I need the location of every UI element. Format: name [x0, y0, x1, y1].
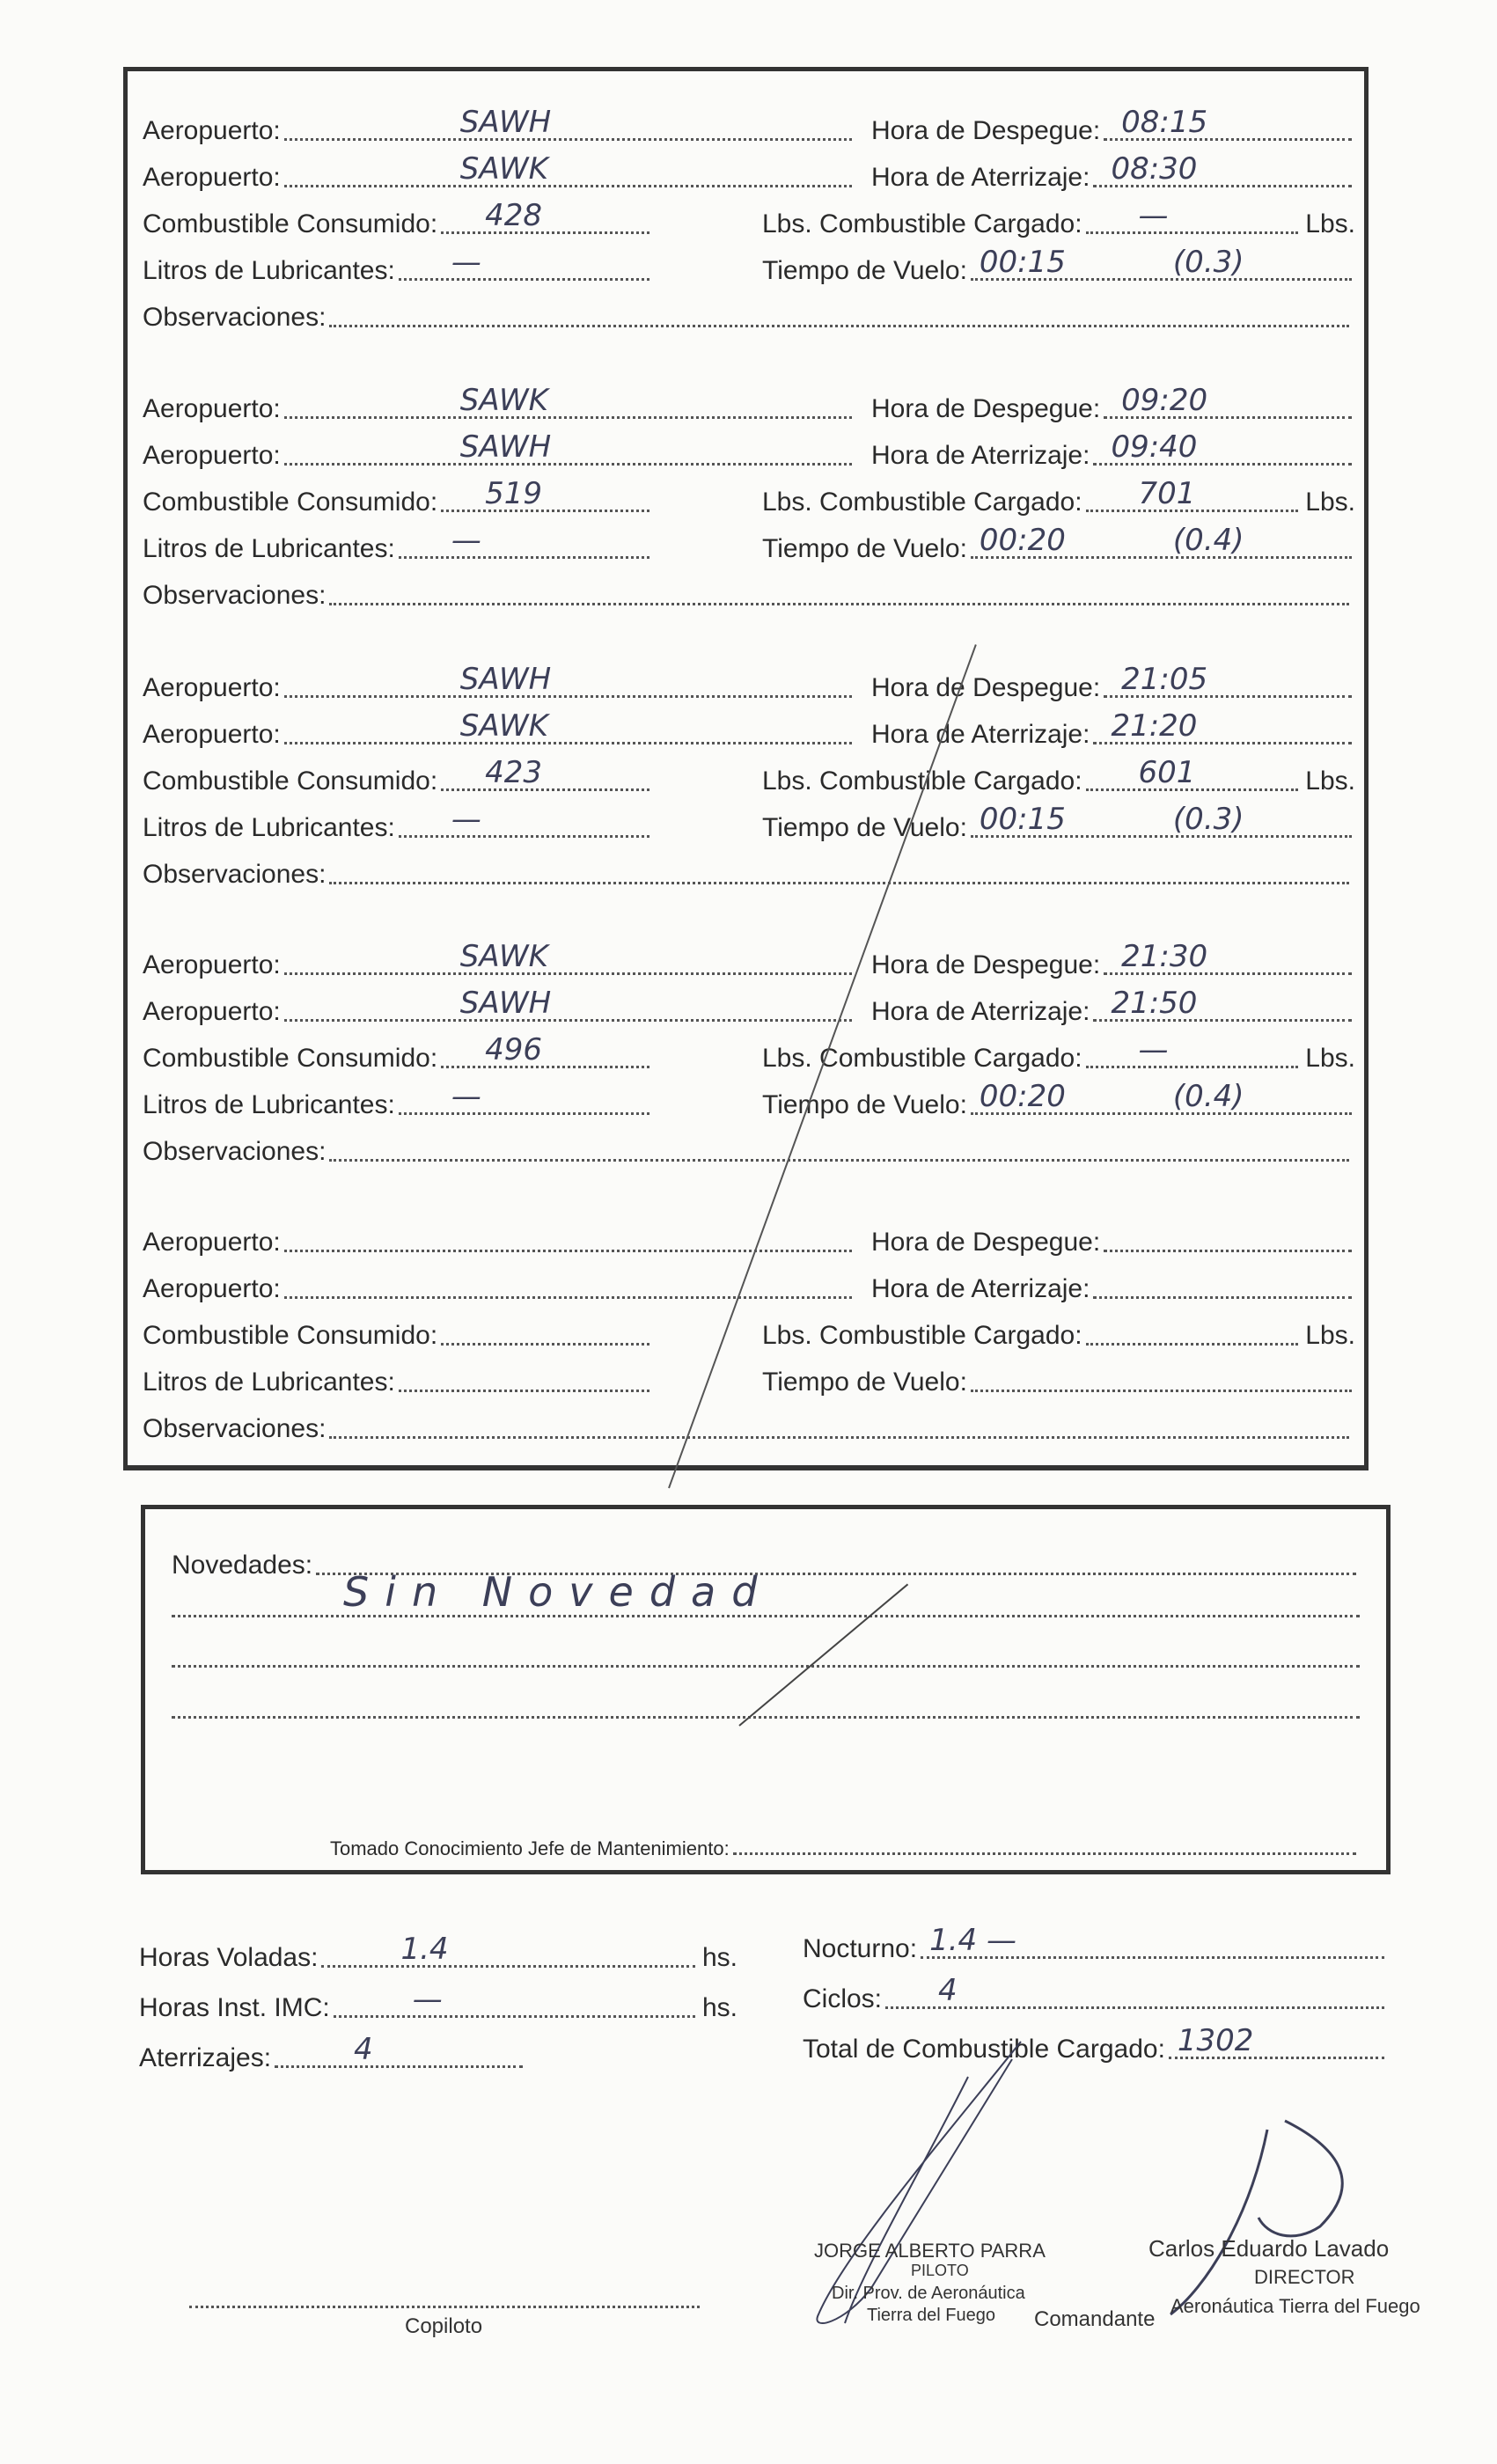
combustible-consumido-label: Combustible Consumido:: [143, 766, 438, 796]
flight-4-tiempo-vuelo-field: [762, 1079, 1355, 1120]
nocturno-value: 1.4 —: [929, 1923, 1016, 1958]
flight-5-lbs-cargado-field: [762, 1321, 1355, 1351]
flight-2-litros-lubricantes-value: —: [451, 523, 481, 558]
flight-2-hora-aterrizaje-value: 09:40: [1111, 429, 1198, 465]
flight-1-lbs-cargado-value: —: [1138, 198, 1169, 233]
tiempo-vuelo-label: Tiempo de Vuelo:: [762, 1368, 967, 1397]
flight-1-combustible-consumido-field: [143, 198, 653, 239]
hora-despegue-label: Hora de Despegue:: [871, 394, 1101, 423]
hs-unit: hs.: [701, 1943, 737, 1972]
tiempo-vuelo-label: Tiempo de Vuelo:: [762, 256, 967, 285]
lbs-unit: Lbs.: [1305, 209, 1355, 238]
flight-5-tiempo-vuelo-field: [762, 1368, 1355, 1397]
aeropuerto-origen-label: Aeropuerto:: [143, 394, 281, 423]
flight-3-combustible-consumido-field: [143, 755, 653, 796]
flight-3-tiempo-decimal-value: (0.3): [1172, 802, 1244, 837]
flight-4-hora-aterrizaje-value: 21:50: [1111, 986, 1198, 1021]
flight-2-observaciones-field: [143, 581, 1353, 611]
flight-3-aeropuerto-origen-value: SAWH: [459, 662, 552, 697]
aeropuerto-origen-label: Aeropuerto:: [143, 1228, 281, 1257]
flight-3-aeropuerto-destino-field: [143, 708, 855, 750]
flight-2-lbs-cargado-value: 701: [1138, 476, 1196, 511]
flight-5-hora-aterrizaje-field: [871, 1274, 1355, 1304]
director-name: Carlos Eduardo Lavado: [1148, 2235, 1390, 2262]
observaciones-label: Observaciones:: [143, 1414, 327, 1443]
flight-1-aeropuerto-destino-field: [143, 151, 855, 193]
lbs-cargado-label: Lbs. Combustible Cargado:: [762, 766, 1082, 796]
combustible-consumido-label: Combustible Consumido:: [143, 209, 438, 238]
novedades-line-4: [172, 1716, 1360, 1719]
lbs-unit: Lbs.: [1305, 488, 1355, 517]
lbs-unit: Lbs.: [1305, 1044, 1355, 1073]
piloto-role: PILOTO: [911, 2262, 969, 2279]
flight-3-tiempo-vuelo-field: [762, 802, 1355, 843]
flight-3-aeropuerto-destino-value: SAWK: [459, 708, 548, 744]
director-org: Aeronáutica Tierra del Fuego: [1170, 2295, 1420, 2317]
novedades-label: Novedades:: [172, 1551, 313, 1580]
flight-1-aeropuerto-origen-field: [143, 105, 855, 146]
flight-1-combustible-consumido-value: 428: [485, 198, 543, 233]
flight-3-litros-lubricantes-value: —: [451, 802, 481, 837]
ciclos-label: Ciclos:: [803, 1984, 883, 2013]
nocturno-label: Nocturno:: [803, 1934, 918, 1963]
hora-aterrizaje-label: Hora de Aterrizaje:: [871, 1274, 1090, 1303]
flight-1-litros-lubricantes-value: —: [451, 245, 481, 280]
flight-2-aeropuerto-destino-value: SAWH: [459, 429, 552, 465]
flight-1-aeropuerto-origen-value: SAWH: [459, 105, 552, 140]
flight-2-lbs-cargado-field: [762, 476, 1355, 517]
piloto-location: Tierra del Fuego: [867, 2306, 995, 2325]
flight-2-aeropuerto-destino-field: [143, 429, 855, 471]
lbs-cargado-label: Lbs. Combustible Cargado:: [762, 488, 1082, 517]
piloto-org: Dir. Prov. de Aeronáutica: [832, 2284, 1025, 2303]
aeropuerto-origen-label: Aeropuerto:: [143, 673, 281, 702]
flight-2-hora-despegue-value: 09:20: [1121, 383, 1208, 418]
flight-1-hora-aterrizaje-value: 08:30: [1111, 151, 1198, 187]
lbs-cargado-label: Lbs. Combustible Cargado:: [762, 1044, 1082, 1073]
flight-3-hora-aterrizaje-value: 21:20: [1111, 708, 1198, 744]
horas-voladas-label: Horas Voladas:: [139, 1943, 319, 1972]
hora-despegue-label: Hora de Despegue:: [871, 673, 1101, 702]
flight-2-aeropuerto-origen-field: [143, 383, 855, 424]
flight-5-litros-lubricantes-field: [143, 1368, 653, 1397]
flight-3-litros-lubricantes-field: [143, 802, 653, 843]
tomado-label: Tomado Conocimiento Jefe de Mantenimiento:: [330, 1837, 730, 1859]
aeropuerto-destino-label: Aeropuerto:: [143, 1274, 281, 1303]
copiloto-sig-line: [189, 2306, 700, 2308]
flight-4-hora-despegue-field: [871, 939, 1355, 980]
litros-lubricantes-label: Litros de Lubricantes:: [143, 534, 395, 563]
flight-4-aeropuerto-destino-field: [143, 986, 855, 1027]
flight-3-hora-despegue-value: 21:05: [1121, 662, 1208, 697]
horas-voladas-value: 1.4: [400, 1932, 449, 1967]
flight-1-tiempo-decimal-value: (0.3): [1172, 245, 1244, 280]
aterrizajes-label: Aterrizajes:: [139, 2043, 272, 2072]
flight-1-hora-aterrizaje-field: [871, 151, 1355, 193]
hora-aterrizaje-label: Hora de Aterrizaje:: [871, 441, 1090, 470]
lbs-unit: Lbs.: [1305, 1321, 1355, 1350]
horas-imc-value: —: [412, 1982, 443, 2017]
tomado-field: [330, 1837, 1360, 1860]
flight-3-aeropuerto-origen-field: [143, 662, 855, 703]
flight-4-aeropuerto-destino-value: SAWH: [459, 986, 552, 1021]
flight-2-tiempo-decimal-value: (0.4): [1172, 523, 1244, 558]
flight-4-combustible-consumido-field: [143, 1032, 653, 1074]
flight-3-combustible-consumido-value: 423: [485, 755, 543, 790]
flight-5-hora-despegue-field: [871, 1228, 1355, 1258]
flight-4-tiempo-decimal-value: (0.4): [1172, 1079, 1244, 1114]
flight-1-hora-despegue-value: 08:15: [1121, 105, 1208, 140]
hora-aterrizaje-label: Hora de Aterrizaje:: [871, 163, 1090, 192]
flight-1-tiempo-vuelo-field: [762, 245, 1355, 286]
lbs-unit: Lbs.: [1305, 766, 1355, 796]
aeropuerto-destino-label: Aeropuerto:: [143, 441, 281, 470]
flight-1-observaciones-field: [143, 303, 1353, 333]
tiempo-vuelo-label: Tiempo de Vuelo:: [762, 534, 967, 563]
flight-5-aeropuerto-origen-field: [143, 1228, 855, 1258]
combustible-consumido-label: Combustible Consumido:: [143, 1044, 438, 1073]
tiempo-vuelo-label: Tiempo de Vuelo:: [762, 1090, 967, 1119]
total-combustible-label: Total de Combustible Cargado:: [803, 2035, 1165, 2064]
horas-imc-field: [139, 1982, 737, 2023]
flight-4-litros-lubricantes-value: —: [451, 1079, 481, 1114]
copiloto-label: Copiloto: [405, 2314, 483, 2338]
flight-5-combustible-consumido-field: [143, 1321, 653, 1351]
flight-3-observaciones-field: [143, 860, 1353, 890]
flight-4-observaciones-field: [143, 1137, 1353, 1167]
litros-lubricantes-label: Litros de Lubricantes:: [143, 256, 395, 285]
flight-2-hora-despegue-field: [871, 383, 1355, 424]
flight-4-aeropuerto-origen-value: SAWK: [459, 939, 548, 974]
combustible-consumido-label: Combustible Consumido:: [143, 1321, 438, 1350]
hs-unit-2: hs.: [701, 1993, 737, 2022]
litros-lubricantes-label: Litros de Lubricantes:: [143, 1090, 395, 1119]
total-combustible-value: 1302: [1177, 2023, 1254, 2058]
flight-2-tiempo-vuelo-value: 00:20: [979, 523, 1066, 558]
comandante-label: Comandante: [1034, 2307, 1156, 2331]
horas-imc-label: Horas Inst. IMC:: [139, 1993, 330, 2022]
hora-aterrizaje-label: Hora de Aterrizaje:: [871, 997, 1090, 1026]
observaciones-label: Observaciones:: [143, 1137, 327, 1166]
aeropuerto-destino-label: Aeropuerto:: [143, 163, 281, 192]
flight-4-tiempo-vuelo-value: 00:20: [979, 1079, 1066, 1114]
flight-4-aeropuerto-origen-field: [143, 939, 855, 980]
observaciones-label: Observaciones:: [143, 860, 327, 889]
director-role: DIRECTOR: [1254, 2266, 1355, 2288]
flight-2-tiempo-vuelo-field: [762, 523, 1355, 564]
pilot-signature-stroke-1: [817, 2042, 1021, 2323]
flight-2-aeropuerto-origen-value: SAWK: [459, 383, 548, 418]
lbs-cargado-label: Lbs. Combustible Cargado:: [762, 1321, 1082, 1350]
flight-5-aeropuerto-destino-field: [143, 1274, 855, 1304]
flight-4-lbs-cargado-value: —: [1138, 1032, 1169, 1067]
hora-aterrizaje-label: Hora de Aterrizaje:: [871, 720, 1090, 749]
flight-2-litros-lubricantes-field: [143, 523, 653, 564]
flight-2-hora-aterrizaje-field: [871, 429, 1355, 471]
flight-1-tiempo-vuelo-value: 00:15: [979, 245, 1066, 280]
litros-lubricantes-label: Litros de Lubricantes:: [143, 1368, 395, 1397]
novedades-handwritten: Sin Novedad: [343, 1568, 774, 1616]
flight-4-litros-lubricantes-field: [143, 1079, 653, 1120]
aterrizajes-field: [139, 2032, 526, 2073]
flight-4-hora-despegue-value: 21:30: [1121, 939, 1208, 974]
aeropuerto-destino-label: Aeropuerto:: [143, 997, 281, 1026]
observaciones-label: Observaciones:: [143, 303, 327, 332]
nocturno-field: [803, 1923, 1388, 1964]
flight-4-hora-aterrizaje-field: [871, 986, 1355, 1027]
flight-3-hora-despegue-field: [871, 662, 1355, 703]
hora-despegue-label: Hora de Despegue:: [871, 1228, 1101, 1257]
flight-1-aeropuerto-destino-value: SAWK: [459, 151, 548, 187]
ciclos-field: [803, 1973, 1388, 2014]
horas-voladas-field: [139, 1932, 737, 1973]
piloto-name: JORGE ALBERTO PARRA: [814, 2240, 1046, 2262]
ciclos-value: 4: [938, 1973, 958, 2008]
aeropuerto-destino-label: Aeropuerto:: [143, 720, 281, 749]
tiempo-vuelo-label: Tiempo de Vuelo:: [762, 813, 967, 842]
flight-5-observaciones-field: [143, 1414, 1353, 1444]
lbs-cargado-label: Lbs. Combustible Cargado:: [762, 209, 1082, 238]
flight-1-litros-lubricantes-field: [143, 245, 653, 286]
flight-3-lbs-cargado-field: [762, 755, 1355, 796]
observaciones-label: Observaciones:: [143, 581, 327, 610]
aeropuerto-origen-label: Aeropuerto:: [143, 116, 281, 145]
litros-lubricantes-label: Litros de Lubricantes:: [143, 813, 395, 842]
hora-despegue-label: Hora de Despegue:: [871, 950, 1101, 979]
flight-4-lbs-cargado-field: [762, 1032, 1355, 1074]
flight-3-lbs-cargado-value: 601: [1138, 755, 1196, 790]
combustible-consumido-label: Combustible Consumido:: [143, 488, 438, 517]
flight-1-hora-despegue-field: [871, 105, 1355, 146]
flight-2-combustible-consumido-value: 519: [485, 476, 543, 511]
flight-1-lbs-cargado-field: [762, 198, 1355, 239]
aeropuerto-origen-label: Aeropuerto:: [143, 950, 281, 979]
aterrizajes-value: 4: [354, 2032, 373, 2067]
novedades-line-3: [172, 1665, 1360, 1668]
flight-2-combustible-consumido-field: [143, 476, 653, 517]
hora-despegue-label: Hora de Despegue:: [871, 116, 1101, 145]
flight-3-tiempo-vuelo-value: 00:15: [979, 802, 1066, 837]
flight-4-combustible-consumido-value: 496: [485, 1032, 543, 1067]
